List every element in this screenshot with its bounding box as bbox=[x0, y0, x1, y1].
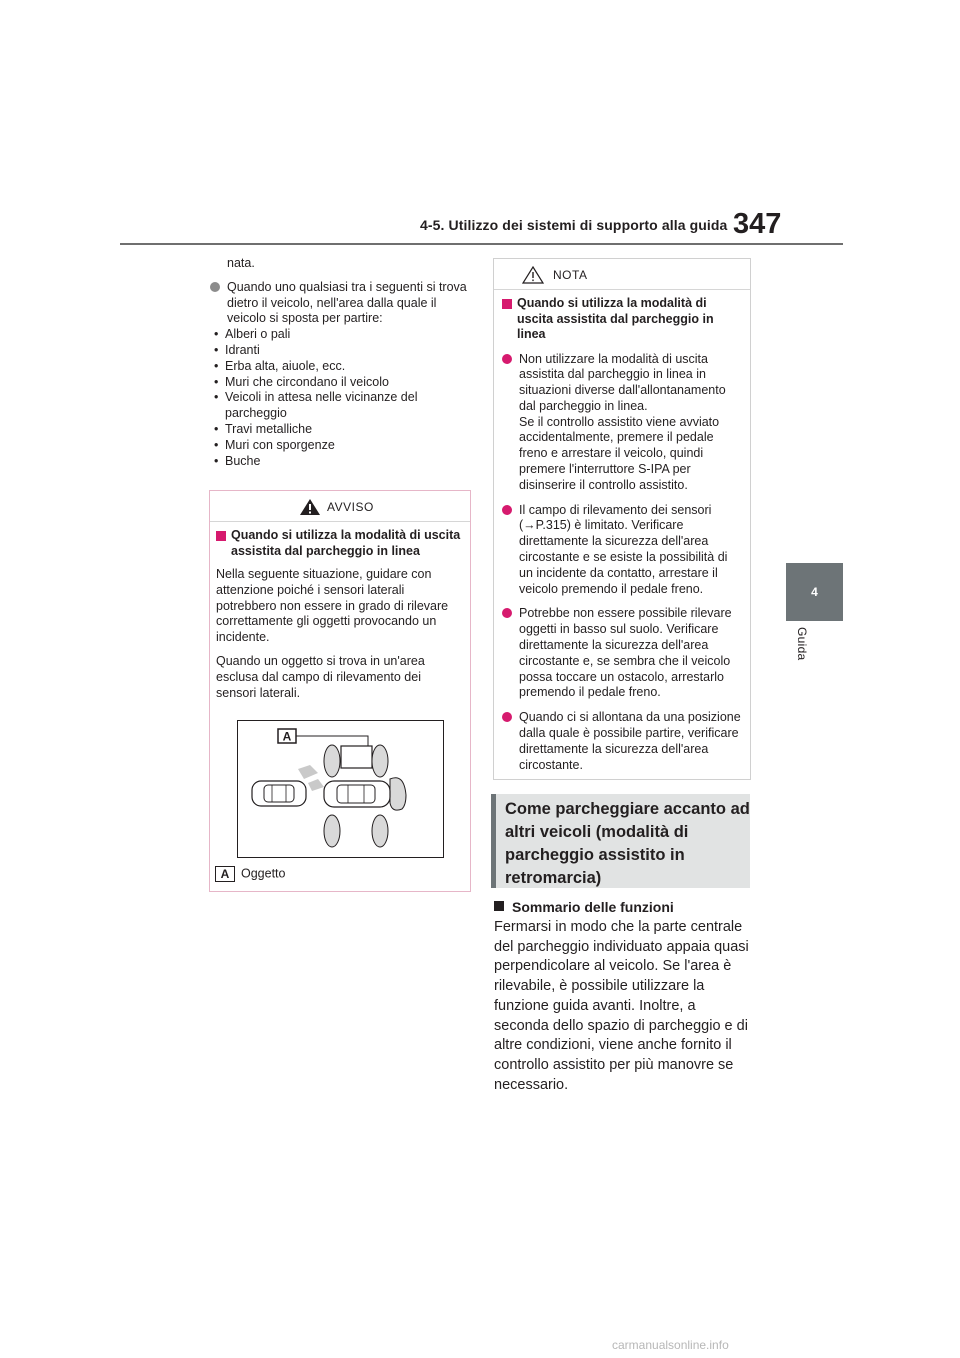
chapter-tab-label: Guida bbox=[795, 627, 809, 661]
section-header-title: 4-5. Utilizzo dei sistemi di supporto alla guida bbox=[420, 217, 728, 233]
bullet-dot-icon bbox=[210, 282, 220, 292]
left-column bbox=[210, 256, 472, 469]
chapter-tab: 4 bbox=[786, 563, 843, 621]
warning-body bbox=[210, 522, 470, 701]
warning-paragraph: Quando un oggetto si trova in un'area esclusa dal campo di rilevamento dei sensori laterali. bbox=[216, 653, 425, 700]
nota-bullet-extra: Se il controllo assistito viene avviato accidentalmente, premere il pedale freno e arrestare il veicolo, quindi premere l'interruttore S-IPA per disinserire il controllo assistito. bbox=[519, 414, 720, 492]
nota-bullet-text: Quando ci si allontana da una posizione dalla quale è possibile partire, verificare direttamente la sicurezza dell'area circostante. bbox=[519, 710, 741, 772]
nota-title-text: Quando si utilizza la modalità di uscita assistita dal parcheggio in linea bbox=[517, 296, 714, 341]
list-item: • Travi metalliche bbox=[214, 422, 472, 438]
square-bullet-icon bbox=[216, 531, 226, 541]
warning-triangle-icon bbox=[299, 498, 321, 516]
summary-heading bbox=[494, 899, 674, 915]
nota-box bbox=[493, 258, 751, 780]
summary-text: Fermarsi in modo che la parte centrale del parcheggio individuato appaia quasi perpendicolare al veicolo. Se l'area è rilevabile, è possibile utilizzare la funzione guida avanti. Inoltre, a seconda dello spazio di parcheggio e di altre condizioni, viene anche fornito il controllo assistito per più manovre se necessario. bbox=[494, 919, 749, 1093]
bullet-dot-icon bbox=[502, 712, 512, 722]
nota-box-header bbox=[494, 259, 750, 290]
bullet-dot-icon bbox=[502, 505, 512, 515]
parking-diagram bbox=[238, 721, 443, 857]
nota-bullet bbox=[502, 710, 744, 773]
warning-box bbox=[209, 490, 471, 892]
nota-bullet-text: Potrebbe non essere possibile rilevare oggetti in basso sul suolo. Verificare direttamente la sicurezza dell'area circostante e, se sembra che il veicolo possa toccare un ostacolo, arrestarlo premendo il pedale freno. bbox=[519, 606, 732, 700]
warning-title-text: Quando si utilizza la modalità di uscita assistita dal parcheggio in linea bbox=[231, 528, 461, 558]
warning-title bbox=[216, 528, 464, 559]
warning-paragraph: Nella seguente situazione, guidare con attenzione poiché i sensori laterali potrebbero non essere in grado di rilevare correttamente gli oggetti provocando un incidente. bbox=[216, 567, 449, 645]
warning-label: AVVISO bbox=[327, 500, 374, 514]
list-item: • Idranti bbox=[214, 343, 472, 359]
summary-heading-text: Sommario delle funzioni bbox=[512, 899, 674, 915]
figure-caption bbox=[215, 866, 285, 882]
list-item: • Veicoli in attesa nelle vicinanze del parcheggio bbox=[214, 390, 472, 422]
list-item: • Buche bbox=[214, 454, 472, 470]
list-item: • Muri con sporgenze bbox=[214, 438, 472, 454]
nota-title bbox=[502, 296, 744, 343]
nota-bullet-text: Non utilizzare la modalità di uscita assistita dal parcheggio in linea in situazioni diverse dall'allontanamento dal parcheggio in linea. bbox=[519, 351, 726, 413]
nota-bullet bbox=[502, 503, 744, 598]
watermark: carmanualsonline.info bbox=[612, 1338, 729, 1352]
bullet-intro-text: Quando uno qualsiasi tra i seguenti si trova dietro il veicolo, nell'area dalla quale il veicolo si sposta per partire: bbox=[227, 279, 467, 326]
nota-bullet bbox=[502, 606, 744, 701]
square-bullet-icon bbox=[502, 299, 512, 309]
nota-body bbox=[494, 290, 750, 773]
nota-label: NOTA bbox=[553, 268, 588, 282]
caution-triangle-icon bbox=[522, 266, 544, 284]
obstacle-list bbox=[210, 327, 472, 469]
header-rule bbox=[120, 243, 843, 245]
bullet-dot-icon bbox=[502, 354, 512, 364]
list-item: • Alberi o pali bbox=[214, 327, 472, 343]
section-heading: Come parcheggiare accanto ad altri veicoli (modalità di parcheggio assistito in retromarcia) bbox=[491, 794, 750, 888]
nota-bullet bbox=[502, 352, 744, 494]
caption-text: Oggetto bbox=[241, 866, 286, 881]
page-number: 347 bbox=[733, 208, 782, 240]
caption-tag: A bbox=[215, 866, 235, 882]
parking-illustration bbox=[237, 720, 444, 858]
warning-box-header bbox=[210, 491, 470, 522]
square-bullet-icon bbox=[494, 901, 504, 911]
nota-bullet-text: Il campo di rilevamento dei sensori (→P.315) è limitato. Verificare direttamente la sicurezza dell'area circostante e se esiste la possibilità di un incidente da contatto, arrestare il veicolo premendo il pedale freno. bbox=[519, 502, 728, 596]
figure-tag-A: A bbox=[282, 729, 292, 744]
bullet-paragraph bbox=[210, 280, 472, 327]
bullet-dot-icon bbox=[502, 608, 512, 618]
continued-text: nata. bbox=[227, 256, 255, 270]
list-item: • Erba alta, aiuole, ecc. bbox=[214, 359, 472, 375]
list-item: • Muri che circondano il veicolo bbox=[214, 375, 472, 391]
